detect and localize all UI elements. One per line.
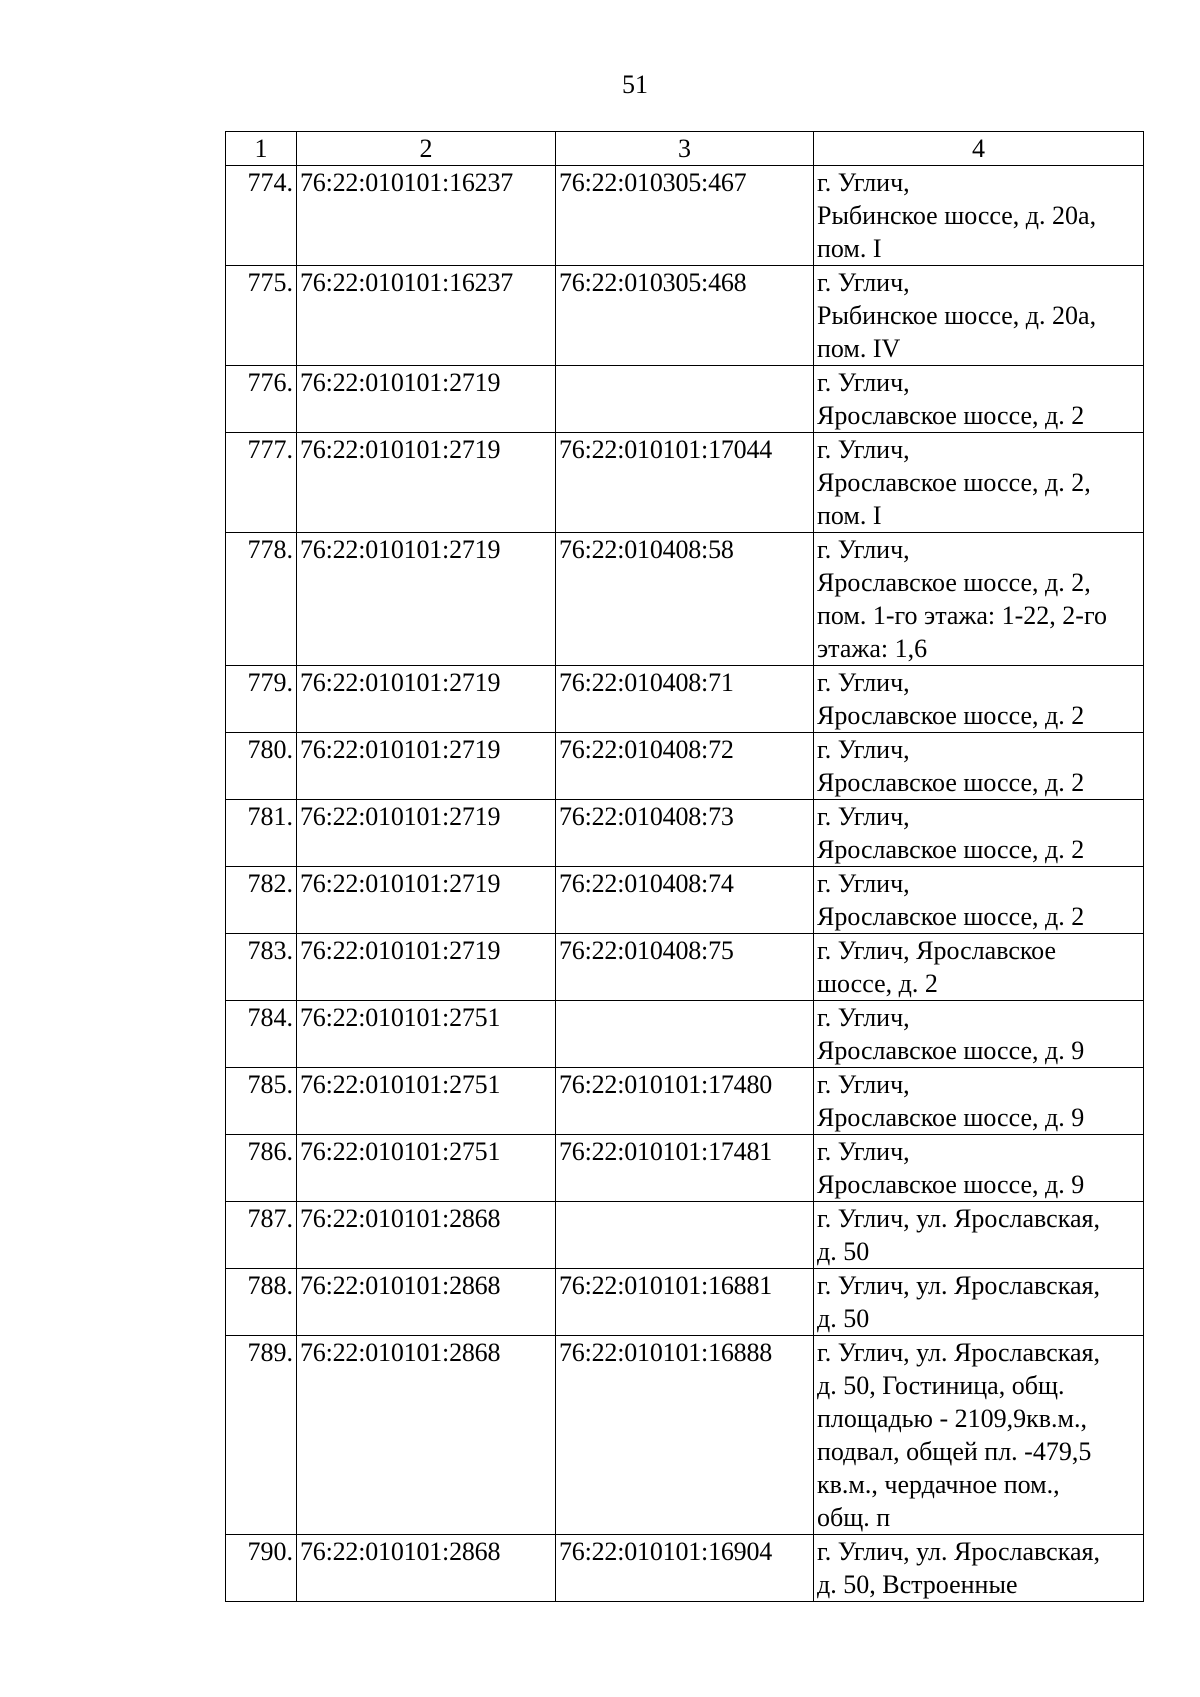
address-line: г. Углич,	[817, 869, 910, 898]
address-line: Рыбинское шоссе, д. 20а,	[817, 301, 1097, 330]
address-line: кв.м., чердачное пом.,	[817, 1470, 1060, 1499]
parcel-cadastral-number: 76:22:010101:2868	[297, 1535, 556, 1602]
row-number: 780.	[226, 733, 297, 800]
table-row	[226, 1269, 1144, 1336]
parcel-cadastral-number: 76:22:010101:2751	[297, 1068, 556, 1135]
page-number: 51	[622, 70, 648, 99]
column-header-2: 2	[297, 132, 556, 166]
address-cell	[814, 1135, 1144, 1202]
row-number: 788.	[226, 1269, 297, 1336]
table-row	[226, 934, 1144, 1001]
row-number: 790.	[226, 1535, 297, 1602]
table-row	[226, 1535, 1144, 1602]
row-number: 779.	[226, 666, 297, 733]
row-number: 774.	[226, 166, 297, 266]
object-cadastral-number: 76:22:010408:75	[556, 934, 814, 1001]
address-cell	[814, 166, 1144, 266]
table-row	[226, 433, 1144, 533]
object-cadastral-number: 76:22:010101:17044	[556, 433, 814, 533]
address-line: Ярославское шоссе, д. 9	[817, 1036, 1085, 1065]
object-cadastral-number: 76:22:010101:17481	[556, 1135, 814, 1202]
table-row	[226, 533, 1144, 666]
row-number: 783.	[226, 934, 297, 1001]
address-line: Ярославское шоссе, д. 2,	[817, 468, 1091, 497]
parcel-cadastral-number: 76:22:010101:2868	[297, 1336, 556, 1535]
address-line: г. Углич,	[817, 668, 910, 697]
parcel-cadastral-number: 76:22:010101:2719	[297, 433, 556, 533]
object-cadastral-number: 76:22:010101:16888	[556, 1336, 814, 1535]
parcel-cadastral-number: 76:22:010101:2868	[297, 1269, 556, 1336]
object-cadastral-number: 76:22:010408:71	[556, 666, 814, 733]
address-cell	[814, 867, 1144, 934]
table-row	[226, 366, 1144, 433]
row-number: 787.	[226, 1202, 297, 1269]
table-row	[226, 1336, 1144, 1535]
parcel-cadastral-number: 76:22:010101:16237	[297, 166, 556, 266]
object-cadastral-number	[556, 1001, 814, 1068]
row-number: 776.	[226, 366, 297, 433]
column-header-1: 1	[226, 132, 297, 166]
object-cadastral-number: 76:22:010408:74	[556, 867, 814, 934]
address-line: г. Углич,	[817, 1137, 910, 1166]
object-cadastral-number: 76:22:010101:16904	[556, 1535, 814, 1602]
address-cell	[814, 800, 1144, 867]
address-line: пом. IV	[817, 334, 901, 363]
address-line: г. Углич, Ярославское	[817, 936, 1057, 965]
parcel-cadastral-number: 76:22:010101:16237	[297, 266, 556, 366]
address-line: пом. I	[817, 501, 882, 530]
column-header-3: 3	[556, 132, 814, 166]
address-line: г. Углич, ул. Ярославская,	[817, 1271, 1100, 1300]
address-line: г. Углич,	[817, 268, 910, 297]
address-line: г. Углич,	[817, 435, 910, 464]
address-line: Ярославское шоссе, д. 9	[817, 1170, 1085, 1199]
row-number: 775.	[226, 266, 297, 366]
table-row	[226, 1001, 1144, 1068]
table-row	[226, 733, 1144, 800]
address-cell	[814, 666, 1144, 733]
address-line: г. Углич,	[817, 168, 910, 197]
parcel-cadastral-number: 76:22:010101:2719	[297, 800, 556, 867]
table-row	[226, 266, 1144, 366]
address-line: Ярославское шоссе, д. 9	[817, 1103, 1085, 1132]
row-number: 785.	[226, 1068, 297, 1135]
address-line: г. Углич,	[817, 802, 910, 831]
address-line: д. 50, Встроенные	[817, 1570, 1018, 1599]
address-line: пом. 1-го этажа: 1-22, 2-го	[817, 601, 1107, 630]
address-line: пом. I	[817, 234, 882, 263]
parcel-cadastral-number: 76:22:010101:2719	[297, 366, 556, 433]
row-number: 778.	[226, 533, 297, 666]
parcel-cadastral-number: 76:22:010101:2719	[297, 533, 556, 666]
parcel-cadastral-number: 76:22:010101:2751	[297, 1135, 556, 1202]
table-row	[226, 800, 1144, 867]
address-cell	[814, 1336, 1144, 1535]
address-line: шоссе, д. 2	[817, 969, 938, 998]
table-row	[226, 867, 1144, 934]
row-number: 784.	[226, 1001, 297, 1068]
object-cadastral-number	[556, 1202, 814, 1269]
address-cell	[814, 1001, 1144, 1068]
address-cell	[814, 934, 1144, 1001]
address-line: Ярославское шоссе, д. 2	[817, 902, 1085, 931]
address-line: этажа: 1,6	[817, 634, 928, 663]
address-line: г. Углич,	[817, 368, 910, 397]
object-cadastral-number: 76:22:010101:17480	[556, 1068, 814, 1135]
address-line: г. Углич, ул. Ярославская,	[817, 1537, 1100, 1566]
object-cadastral-number: 76:22:010101:16881	[556, 1269, 814, 1336]
address-line: общ. п	[817, 1503, 891, 1532]
address-cell	[814, 266, 1144, 366]
address-line: Ярославское шоссе, д. 2	[817, 835, 1085, 864]
parcel-cadastral-number: 76:22:010101:2719	[297, 733, 556, 800]
parcel-cadastral-number: 76:22:010101:2719	[297, 934, 556, 1001]
address-cell	[814, 1269, 1144, 1336]
address-cell	[814, 533, 1144, 666]
object-cadastral-number: 76:22:010305:468	[556, 266, 814, 366]
parcel-cadastral-number: 76:22:010101:2719	[297, 867, 556, 934]
address-line: Ярославское шоссе, д. 2	[817, 401, 1085, 430]
address-line: г. Углич,	[817, 735, 910, 764]
address-cell	[814, 1202, 1144, 1269]
row-number: 781.	[226, 800, 297, 867]
address-line: Ярославское шоссе, д. 2	[817, 701, 1085, 730]
table-row	[226, 666, 1144, 733]
address-line: г. Углич,	[817, 1003, 910, 1032]
address-cell	[814, 1535, 1144, 1602]
address-cell	[814, 366, 1144, 433]
address-line: д. 50, Гостиница, общ.	[817, 1371, 1065, 1400]
column-header-4: 4	[814, 132, 1144, 166]
parcel-cadastral-number: 76:22:010101:2751	[297, 1001, 556, 1068]
address-line: г. Углич,	[817, 535, 910, 564]
object-cadastral-number	[556, 366, 814, 433]
row-number: 789.	[226, 1336, 297, 1535]
object-cadastral-number: 76:22:010408:73	[556, 800, 814, 867]
table-body	[226, 166, 1144, 1602]
row-number: 786.	[226, 1135, 297, 1202]
address-line: д. 50	[817, 1237, 870, 1266]
address-cell	[814, 733, 1144, 800]
object-cadastral-number: 76:22:010305:467	[556, 166, 814, 266]
address-line: г. Углич,	[817, 1070, 910, 1099]
row-number: 782.	[226, 867, 297, 934]
parcel-cadastral-number: 76:22:010101:2719	[297, 666, 556, 733]
address-line: Ярославское шоссе, д. 2	[817, 768, 1085, 797]
address-cell	[814, 433, 1144, 533]
table-row	[226, 166, 1144, 266]
address-line: Рыбинское шоссе, д. 20а,	[817, 201, 1097, 230]
object-cadastral-number: 76:22:010408:58	[556, 533, 814, 666]
table-row	[226, 1068, 1144, 1135]
registry-table	[225, 131, 1144, 1602]
object-cadastral-number: 76:22:010408:72	[556, 733, 814, 800]
row-number: 777.	[226, 433, 297, 533]
table-row	[226, 1202, 1144, 1269]
table-row	[226, 1135, 1144, 1202]
address-line: подвал, общей пл. -479,5	[817, 1437, 1092, 1466]
address-line: Ярославское шоссе, д. 2,	[817, 568, 1091, 597]
address-cell	[814, 1068, 1144, 1135]
address-line: г. Углич, ул. Ярославская,	[817, 1204, 1100, 1233]
parcel-cadastral-number: 76:22:010101:2868	[297, 1202, 556, 1269]
address-line: площадью - 2109,9кв.м.,	[817, 1404, 1087, 1433]
table-header-row	[226, 132, 1144, 166]
address-line: г. Углич, ул. Ярославская,	[817, 1338, 1100, 1367]
address-line: д. 50	[817, 1304, 870, 1333]
